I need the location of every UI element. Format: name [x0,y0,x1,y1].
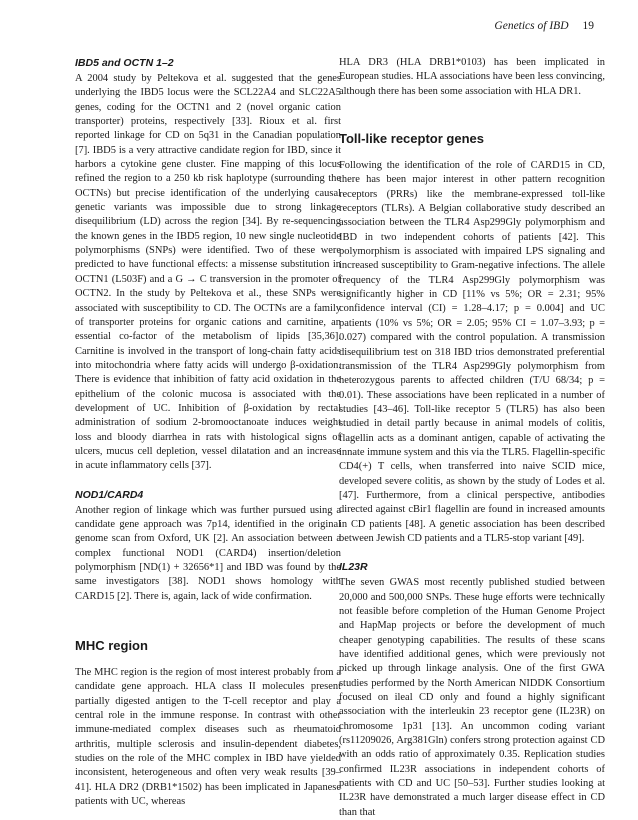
subheading-nod1: NOD1/CARD4 [75,488,144,501]
paragraph-nod1: Another region of linkage which was further pursued using a candidate gene approach was 7p14, identified in the original genome scan from Oxford, UK [2]. An association between a complex functional NOD1 (CARD4) insertion/deletion polymorphism [ND(1) + 32656*1] and IBD was found by the same investigators [38]. NOD1 shows homology with CARD15 [2]. There is, again, lack of wide confirmation. [75,504,341,602]
paragraph-tlr: Following the identification of the role of CARD15 in CD, there has been major interest in other pattern recognition receptors (PRRs) like the membrane-expressed toll-like receptors (TLRs). A Belgian collaborative study described an association between the TLR4 Asp299Gly polymorphism and IBD in two independent cohorts of patients [42]. This polymorphism is associated with impaired LPS signaling and increased susceptibility to Gram-negative infections. The allele frequency of the TLR4 Asp299Gly polymorphism was significantly higher in CD [11% vs 5%; OR = 2.31; 95% confidence interval (CI) = 1.28–4.17; p = 0.004] and UC patients (10% vs 5%; OR = 2.05; 95% CI = 1.07–3.93; p = 0.027) compared with the control population. A transmission disequilibrium test on 318 IBD trios demonstrated preferential transmission of the TLR4 Asp299Gly polymorphism from heterozygous parents to affected children (T/U 68/34; p = 0.01). These associations have been replicated in a number of studies [43–46]. Toll-like receptor 5 (TLR5) has also been studied in detail partly because in animal models of colitis, flagellin acts as a dominant antigen, capable of activating the innate immune system and this via the TLR5. Flagellin-specific CD4(+) T cells, when transferred into naive SCID mice, developed severe colitis, as shown by the study of Lodes et al. [47]. Furthermore, from a clinical perspective, antibodies directed against cBir1 flagellin are found in increased amounts in CD patients [48]. A genetic association has been described between Jewish CD patients and a TLR5-stop variant [49]. [339,160,605,544]
section-heading-tlr: Toll-like receptor genes [339,131,484,147]
paragraph-il23r: The seven GWAS most recently published studied between 20,000 and 500,000 SNPs. These huge efforts were technically not feasible before completion of the Human Genome Project and HapMap projects or before the development of much cheaper genotyping capabilities. The results of these scans have identified additional genes, which were previously not picked up through linkage analysis. One of the first GWA studies performed by the North American NIDDK Consortium focused on ileal CD only and found a highly significant association with the interleukin 23 receptor gene (IL23R) on chromosome 1p31 [13]. An uncommon coding variant (rs11209026, Arg381Gln) confers strong protection against CD with an odds ratio of approximately 0.35. Replication studies confirmed IL23R associations in independent cohorts of patients with CD and UC [50–53]. Further studies looking at IL23R have demonstrated a much larger disease effect in CD than that [339,577,605,818]
paragraph-mhc: The MHC region is the region of most interest probably from a candidate gene approach. HLA class II molecules present partially digested antigen to the T-cell receptor and play a central role in the immune response. In contrast with other immune-mediated complex diseases such as rheumatoid arthritis, multiple sclerosis and insulin-dependent diabetes, studies on the role of the MHC complex in IBD have yielded inconsistent, heterogeneous and often very weak results [39–41]. HLA DR2 (DRB1*1502) has been implicated in Japanese patients with UC, whereas [75,667,341,808]
paragraph-mhc-continued: HLA DR3 (HLA DRB1*0103) has been implicated in European studies. HLA associations have been less convincing, although there has been some association with HLA DR1. [339,57,605,97]
running-header [494,20,594,32]
right-column [339,56,605,820]
subheading-il23r: IL23R [339,561,368,574]
section-heading-mhc: MHC region [75,638,148,654]
paragraph-ibd5: A 2004 study by Peltekova et al. suggested that the genes underlying the IBD5 locus were the SCL22A4 and SLC22A5 genes, coding for the OCTN1 and 2 (novel organic cation transporter) proteins, respectively [33]. Rioux et al. first reported linkage for CD on 5q31 in the Canadian population [7]. IBD5 is a very attractive candidate region for IBD, since it harbors a cytokine gene cluster. Fine mapping of this locus refined the region to a 250 kb risk haplotype (surrounding the OCTNs) but precise identification of the underlying causal genetic variants was impossible due to strong linkage disequilibrium (LD) across the region [34]. By re-sequencing the known genes in the IBD5 region, 10 new single nucleotide polymorphisms (SNPs) were identified. Two of these were predicted to have functional effects: a missense substitution in OCTN1 (L503F) and a G → C transversion in the promoter of OCTN2. In the study by Peltekova et al., these SNPs were associated with susceptibility to CD. The OCTNs are a family of transporter proteins for organic cations and carnitine, an essential co-factor of the metabolism of lipids [35,36]. Carnitine is involved in the transport of long-chain fatty acids into mitochondria where fatty acids will undergo β-oxidation. There is evidence that inhibition of fatty acid oxidation in the epithelium of the colonic mucosa is associated with the development of UC. Inhibition of β-oxidation by rectal administration of sodium 2-bromooctanoate induces weight loss and bloody diarrhea in rats with histological signs of ulcers, mucus cell depletion, vessel dilatation and an increase in acute inflammatory cells [37]. [75,73,341,472]
left-column [75,56,341,809]
running-title: Genetics of IBD [494,20,569,32]
page-number: 19 [582,20,594,32]
subheading-ibd5: IBD5 and OCTN 1–2 [75,57,174,69]
